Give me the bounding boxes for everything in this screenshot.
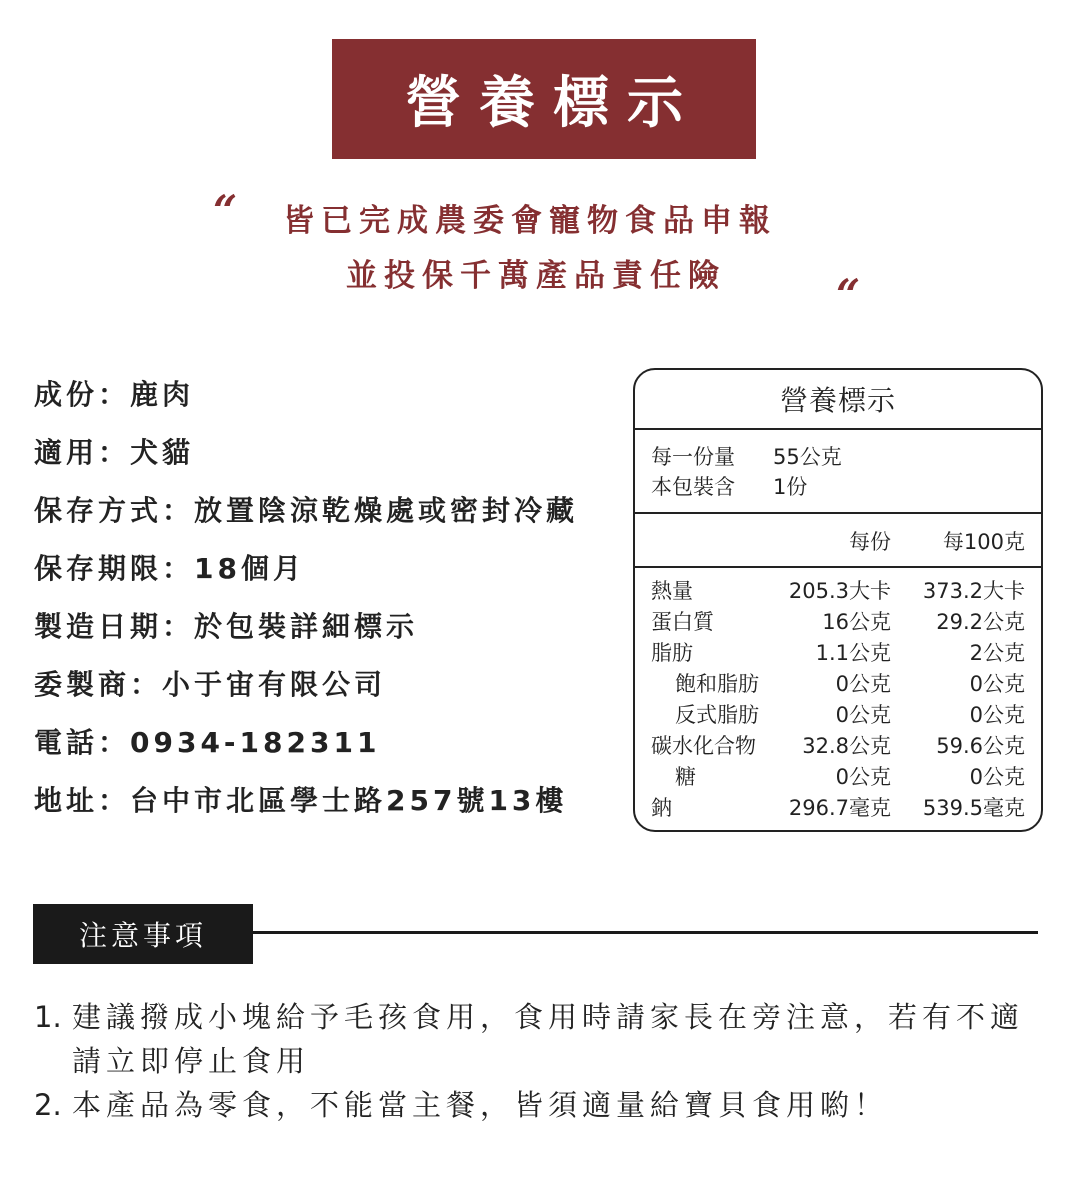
page-title-banner xyxy=(332,39,756,159)
notice-item-continuation: 請立即停止食用 xyxy=(72,1044,311,1078)
serving-size-row xyxy=(651,442,1041,472)
notice-item xyxy=(34,1083,1044,1127)
nutrient-name: 脂肪 xyxy=(651,641,693,665)
nutrient-per-serving: 0公克 xyxy=(835,765,891,789)
nutrient-per-100g: 539.5毫克 xyxy=(922,796,1025,820)
servings-per-pack-row xyxy=(651,472,1041,502)
nutrient-per-100g: 0公克 xyxy=(969,765,1025,789)
notice-item-text: 本產品為零食，不能當主餐，皆須適量給寶貝食用喲！ xyxy=(72,1088,889,1122)
nutrient-name: 蛋白質 xyxy=(651,610,714,634)
nutrient-name: 反式脂肪 xyxy=(675,703,759,727)
nutrient-name: 碳水化合物 xyxy=(651,734,756,758)
close-quote-mark: “ xyxy=(836,270,861,319)
serving-size-value: 55公克 xyxy=(773,445,842,469)
nutrient-per-100g: 59.6公克 xyxy=(936,734,1025,758)
serving-info xyxy=(635,430,1041,514)
nutrient-per-serving: 205.3大卡 xyxy=(788,579,891,603)
nutrient-per-serving: 1.1公克 xyxy=(815,641,891,665)
nutrient-per-100g: 373.2大卡 xyxy=(922,579,1025,603)
nutrient-name: 鈉 xyxy=(651,796,672,820)
column-per-serving: 每份 xyxy=(849,530,891,554)
nutrient-per-serving: 0公克 xyxy=(835,703,891,727)
nutrition-facts-table xyxy=(633,368,1043,832)
nutrition-row-sugar xyxy=(635,762,1041,793)
nutrition-row-saturated-fat xyxy=(635,669,1041,700)
notice-item xyxy=(34,995,1044,1083)
nutrition-row-protein xyxy=(635,607,1041,638)
notice-list xyxy=(34,995,1044,1127)
nutrient-per-serving: 0公克 xyxy=(835,672,891,696)
nutrient-per-100g: 2公克 xyxy=(969,641,1025,665)
spec-manufacturer: 委製商：小于宙有限公司 xyxy=(34,668,387,701)
notice-item-number: 2. xyxy=(34,1088,62,1122)
spec-shelf-life: 保存期限：18個月 xyxy=(34,552,305,585)
nutrient-name: 糖 xyxy=(675,765,696,789)
spec-address: 地址：台中市北區學士路257號13樓 xyxy=(34,784,568,817)
servings-per-pack-value: 1份 xyxy=(773,475,808,499)
notice-item-number: 1. xyxy=(34,1000,62,1034)
nutrient-per-100g: 0公克 xyxy=(969,703,1025,727)
nutrition-column-headers xyxy=(635,514,1041,568)
nutrition-rows xyxy=(635,568,1041,824)
notice-item-text: 建議撥成小塊給予毛孩食用，食用時請家長在旁注意，若有不適 xyxy=(72,1000,1025,1034)
open-quote-mark: “ xyxy=(213,186,238,235)
nutrient-per-serving: 16公克 xyxy=(822,610,891,634)
nutrient-per-serving: 32.8公克 xyxy=(802,734,891,758)
nutrient-per-serving: 296.7毫克 xyxy=(788,796,891,820)
notice-divider xyxy=(253,931,1038,934)
nutrition-row-carbohydrate xyxy=(635,731,1041,762)
spec-manufacture-date: 製造日期：於包裝詳細標示 xyxy=(34,610,419,643)
spec-storage: 保存方式：放置陰涼乾燥處或密封冷藏 xyxy=(34,494,579,527)
serving-size-label: 每一份量 xyxy=(651,445,735,469)
slogan-line-1: 皆已完成農委會寵物食品申報 xyxy=(283,203,777,239)
spec-suitable-for: 適用：犬貓 xyxy=(34,436,195,469)
nutrition-row-sodium xyxy=(635,793,1041,824)
nutrition-row-trans-fat xyxy=(635,700,1041,731)
slogan-line-2: 並投保千萬產品責任險 xyxy=(346,258,726,294)
nutrient-name: 熱量 xyxy=(651,579,693,603)
product-specs xyxy=(34,372,578,836)
page-title: 營養標示 xyxy=(405,71,701,136)
column-per-100g: 每100克 xyxy=(942,530,1025,554)
nutrient-name: 飽和脂肪 xyxy=(675,672,759,696)
notice-heading: 注意事項 xyxy=(33,904,253,964)
servings-per-pack-label: 本包裝含 xyxy=(651,475,735,499)
nutrition-table-title: 營養標示 xyxy=(635,370,1041,430)
spec-ingredients: 成份：鹿肉 xyxy=(34,378,195,411)
nutrient-per-100g: 29.2公克 xyxy=(936,610,1025,634)
nutrient-per-100g: 0公克 xyxy=(969,672,1025,696)
nutrition-row-calories xyxy=(635,576,1041,607)
nutrition-row-fat xyxy=(635,638,1041,669)
spec-phone: 電話：0934-182311 xyxy=(34,726,381,759)
